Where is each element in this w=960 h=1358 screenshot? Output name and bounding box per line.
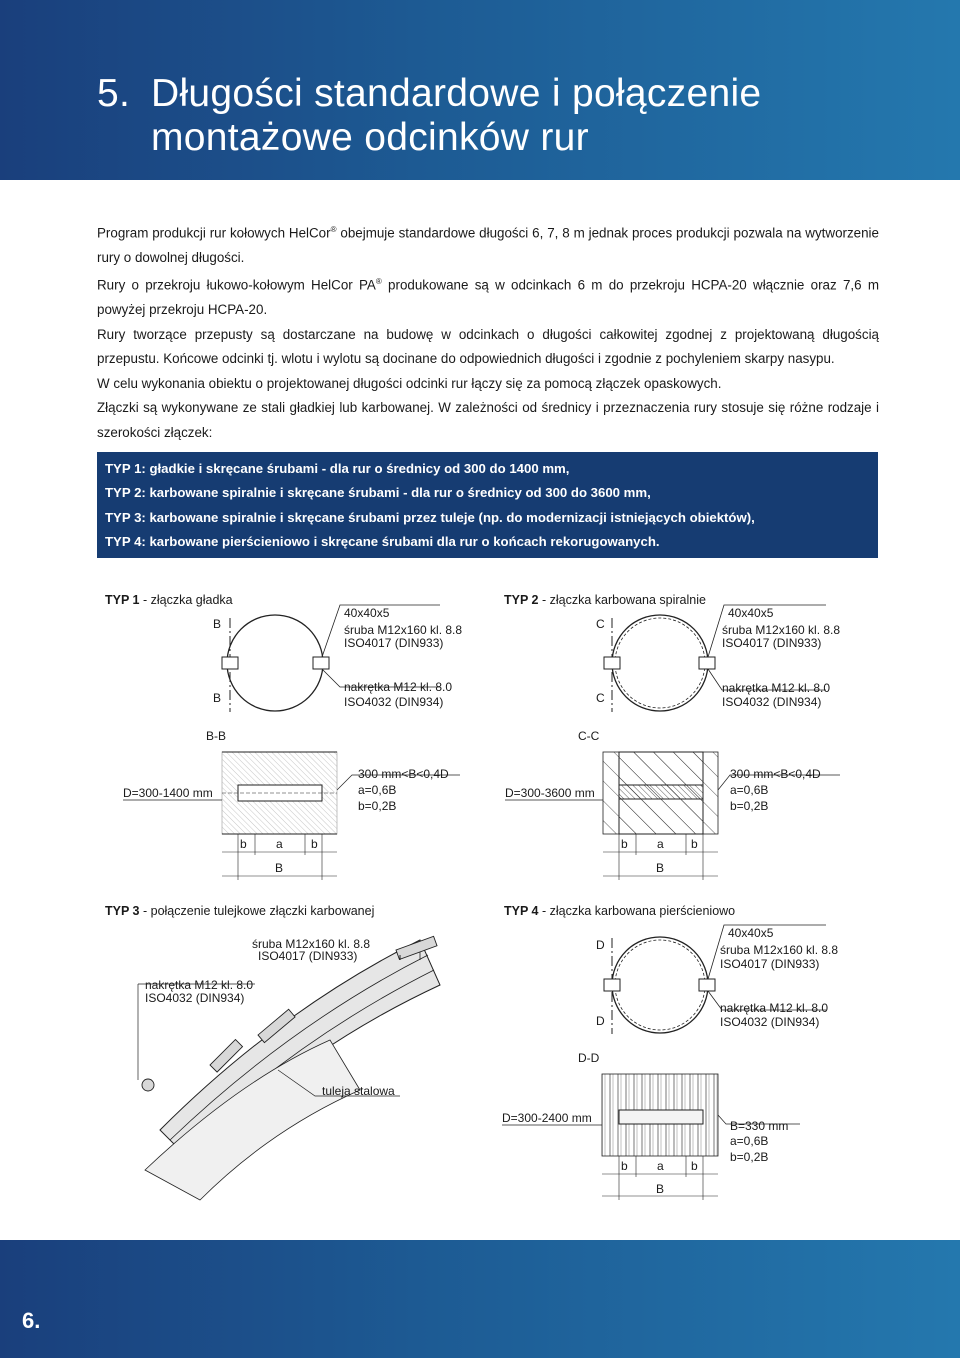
title-line-1: Długości standardowe i połączenie bbox=[151, 72, 762, 115]
pipe-section-circle bbox=[612, 937, 708, 1033]
dim-b: b bbox=[311, 837, 318, 851]
label-nut-standard: ISO4032 (DIN934) bbox=[344, 695, 444, 709]
label-bolt: śruba M12x160 kl. 8.8 bbox=[344, 623, 463, 637]
bolt-flange bbox=[222, 657, 238, 669]
label-profile: 40x40x5 bbox=[344, 606, 390, 620]
section-label: D-D bbox=[578, 1051, 600, 1065]
dim-b: b bbox=[691, 837, 698, 851]
nut bbox=[142, 1079, 154, 1091]
paragraph-1: Program produkcji rur kołowych HelCor® obejmuje standardowe długości 6, 7, 8 m jednak proces produkcji pozwala na wytworzenie rury o dowolnej długości. bbox=[97, 225, 879, 265]
diameter-label: D=300-2400 mm bbox=[502, 1111, 592, 1125]
footer-banner bbox=[0, 1240, 960, 1358]
type-2-item: TYP 2: karbowane spiralnie i skręcane śrubami - dla rur o średnicy od 300 do 3600 mm, bbox=[105, 485, 651, 500]
paragraph-3: Rury tworzące przepusty są dostarczane na budowę w odcinkach o długości całkowitej zgodnej z projektowaną długością przepustu. Końcowe odcinki tj. wlotu i wylotu są docinane do odpowiednich długości i zgodnie z pochyleniem skarpy nasypu. bbox=[97, 326, 879, 367]
dimension-rule-3: b=0,2B bbox=[730, 799, 769, 813]
dimension-rule-2: a=0,6B bbox=[730, 783, 769, 797]
figure-type-4 bbox=[502, 904, 838, 1200]
bolt-flange bbox=[699, 657, 715, 669]
type-3-item: TYP 3: karbowane spiralnie i skręcane śrubami przez tuleje (np. do modernizacji istniejących obiektów), bbox=[105, 510, 755, 525]
dimension-rule-3: b=0,2B bbox=[730, 1150, 769, 1164]
pipe-section-circle bbox=[612, 615, 708, 711]
label-bolt: śruba M12x160 kl. 8.8 bbox=[252, 937, 371, 951]
figure-type-2 bbox=[504, 593, 840, 880]
dim-B: B bbox=[656, 861, 665, 875]
label-bolt-standard: ISO4017 (DIN933) bbox=[722, 636, 822, 650]
label-nut-standard: ISO4032 (DIN934) bbox=[145, 991, 245, 1005]
dim-b: b bbox=[621, 1159, 628, 1173]
bolt-flange bbox=[313, 657, 329, 669]
paragraph-5: Złączki są wykonywane ze stali gładkiej lub karbowanej. W zależności od średnicy i przeznaczenia rury stosuje się różne rodzaje i szerokości złączek: bbox=[97, 400, 879, 440]
bolt-flange bbox=[604, 979, 620, 991]
connector-drawings bbox=[0, 580, 960, 1230]
diameter-label: D=300-3600 mm bbox=[505, 786, 595, 800]
label-sleeve: tuleja stalowa bbox=[322, 1084, 395, 1098]
dimension-rule-1: 300 mm<B<0,4D bbox=[730, 767, 821, 781]
section-label: C-C bbox=[578, 729, 600, 743]
dim-B: B bbox=[275, 861, 284, 875]
label-nut: nakrętka M12 kl. 8.0 bbox=[145, 978, 254, 992]
figure-type-1 bbox=[105, 593, 462, 880]
figure-type-3 bbox=[105, 904, 440, 1200]
bolt-flange bbox=[699, 979, 715, 991]
page-number: 6. bbox=[22, 1308, 41, 1333]
figure-title-2: TYP 2 - złączka karbowana spiralnie bbox=[504, 593, 706, 607]
label-bolt: śruba M12x160 kl. 8.8 bbox=[722, 623, 841, 637]
type-1-item: TYP 1: gładkie i skręcane śrubami - dla rur o średnicy od 300 do 1400 mm, bbox=[105, 461, 570, 476]
diameter-label: D=300-1400 mm bbox=[123, 786, 213, 800]
dim-a: a bbox=[657, 1159, 664, 1173]
label-nut-standard: ISO4032 (DIN934) bbox=[720, 1015, 820, 1029]
section-label: B-B bbox=[206, 729, 227, 743]
cut-label-bottom: C bbox=[596, 691, 605, 705]
cut-label-top: C bbox=[596, 617, 605, 631]
pipe-section-circle bbox=[227, 615, 323, 711]
registered-mark: ® bbox=[330, 225, 337, 234]
registered-mark: ® bbox=[375, 277, 382, 287]
label-nut: nakrętka M12 kl. 8.0 bbox=[720, 1001, 829, 1015]
label-bolt-standard: ISO4017 (DIN933) bbox=[344, 636, 444, 650]
label-profile: 40x40x5 bbox=[728, 926, 774, 940]
connector-types-box bbox=[97, 452, 878, 558]
dim-a: a bbox=[276, 837, 283, 851]
dim-b: b bbox=[240, 837, 247, 851]
label-bolt-standard: ISO4017 (DIN933) bbox=[720, 957, 820, 971]
cut-label-top: B bbox=[213, 617, 222, 631]
bolt-flange bbox=[604, 657, 620, 669]
dim-B: B bbox=[656, 1182, 665, 1196]
dim-b: b bbox=[691, 1159, 698, 1173]
label-nut: nakrętka M12 kl. 8.0 bbox=[344, 680, 453, 694]
dim-b: b bbox=[621, 837, 628, 851]
intro-text bbox=[97, 218, 879, 445]
dimension-rule-1: 300 mm<B<0,4D bbox=[358, 767, 449, 781]
label-nut-standard: ISO4032 (DIN934) bbox=[722, 695, 822, 709]
figure-title-4: TYP 4 - złączka karbowana pierścieniowo bbox=[504, 904, 736, 918]
title-line-2: montażowe odcinków rur bbox=[151, 116, 589, 159]
section-number: 5. bbox=[97, 72, 131, 115]
dimension-rule-1: B=330 mm bbox=[730, 1119, 789, 1133]
label-bolt-standard: ISO4017 (DIN933) bbox=[258, 949, 358, 963]
header-banner bbox=[0, 0, 960, 180]
figure-title-3: TYP 3 - połączenie tulejkowe złączki karbowanej bbox=[105, 904, 375, 918]
paragraph-2: Rury o przekroju łukowo-kołowym HelCor PA® produkowane są w odcinkach 6 m do przekroju HCPA-20 włącznie oraz 7,6 m powyżej przekroju HCPA-20. bbox=[97, 277, 879, 318]
label-profile: 40x40x5 bbox=[728, 606, 774, 620]
label-bolt: śruba M12x160 kl. 8.8 bbox=[720, 943, 839, 957]
dimension-rule-2: a=0,6B bbox=[358, 783, 397, 797]
cut-label-top: D bbox=[596, 938, 605, 952]
dim-a: a bbox=[657, 837, 664, 851]
type-4-item: TYP 4: karbowane pierścieniowo i skręcane śrubami dla rur o końcach rekorugowanych. bbox=[105, 534, 660, 549]
cut-label-bottom: D bbox=[596, 1014, 605, 1028]
dimension-rule-3: b=0,2B bbox=[358, 799, 397, 813]
paragraph-4: W celu wykonania obiektu o projektowanej długości odcinki rur łączy się za pomocą złączek opaskowych. bbox=[97, 375, 722, 391]
figure-title-1: TYP 1 - złączka gładka bbox=[105, 593, 233, 607]
page-title bbox=[97, 72, 761, 160]
cut-label-bottom: B bbox=[213, 691, 222, 705]
label-nut: nakrętka M12 kl. 8.0 bbox=[722, 681, 831, 695]
dimension-rule-2: a=0,6B bbox=[730, 1134, 769, 1148]
